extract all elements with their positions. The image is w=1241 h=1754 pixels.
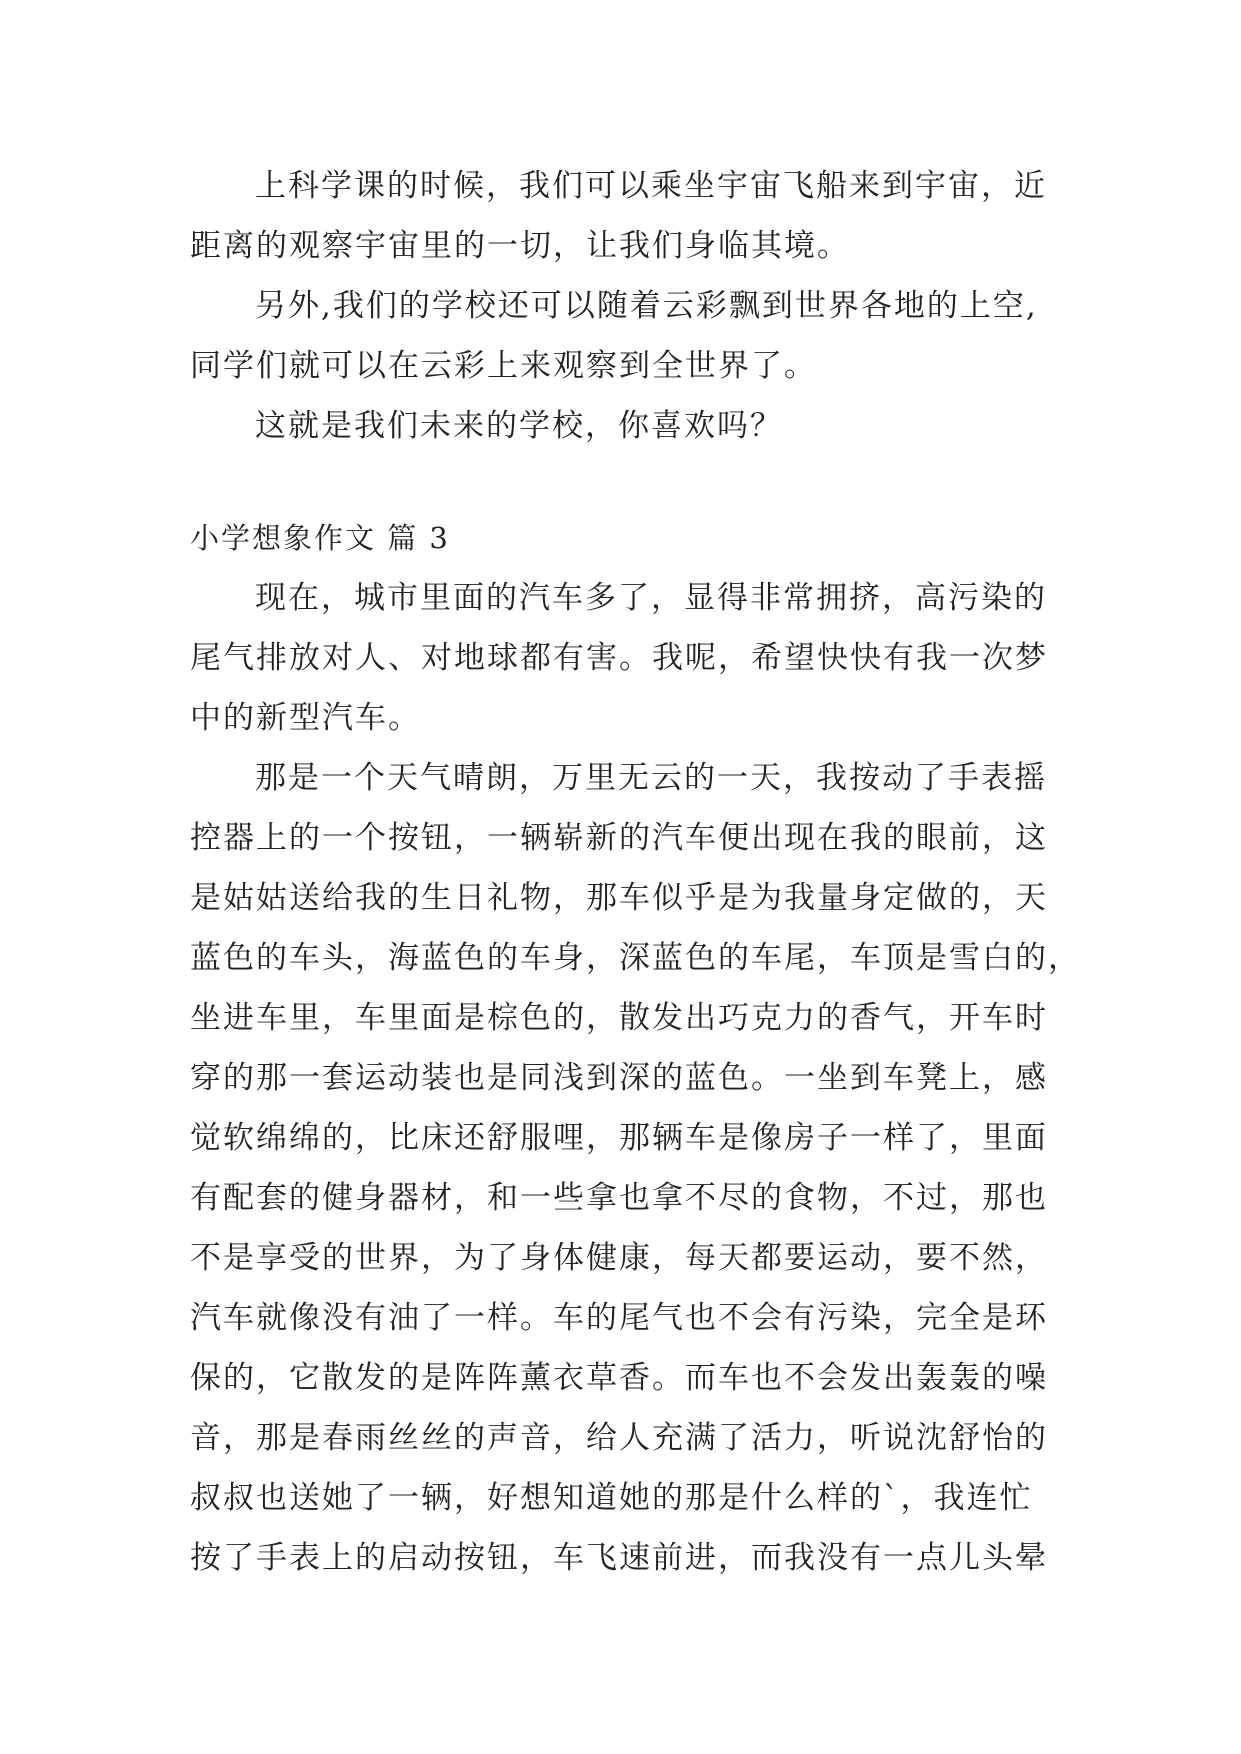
paragraph-line: 汽车就像没有油了一样。车的尾气也不会有污染，完全是环 bbox=[190, 1300, 1048, 1336]
paragraph-line: 中的新型汽车。 bbox=[190, 700, 421, 736]
paragraph-line: 按了手表上的启动按钮，车飞速前进，而我没有一点儿头晕 bbox=[190, 1540, 1048, 1576]
paragraph-line: 距离的观察宇宙里的一切，让我们身临其境。 bbox=[190, 228, 850, 264]
paragraph-line: 同学们就可以在云彩上来观察到全世界了。 bbox=[190, 348, 817, 384]
paragraph-line: 觉软绵绵的，比床还舒服哩，那辆车是像房子一样了，里面 bbox=[190, 1120, 1048, 1156]
paragraph-line: 尾气排放对人、对地球都有害。我呢，希望快快有我一次梦 bbox=[190, 640, 1048, 676]
paragraph-line: 坐进车里，车里面是棕色的，散发出巧克力的香气，开车时 bbox=[190, 1000, 1048, 1036]
paragraph-line: 这就是我们未来的学校，你喜欢吗？ bbox=[255, 408, 783, 444]
paragraph-line: 控器上的一个按钮，一辆崭新的汽车便出现在我的眼前，这 bbox=[190, 820, 1048, 856]
paragraph-line: 上科学课的时候，我们可以乘坐宇宙飞船来到宇宙，近 bbox=[255, 168, 1047, 204]
paragraph-line: 是姑姑送给我的生日礼物，那车似乎是为我量身定做的，天 bbox=[190, 880, 1048, 916]
paragraph-line: 有配套的健身器材，和一些拿也拿不尽的食物，不过，那也 bbox=[190, 1180, 1048, 1216]
paragraph-line: 不是享受的世界，为了身体健康，每天都要运动，要不然， bbox=[190, 1240, 1048, 1276]
paragraph-line: 那是一个天气晴朗，万里无云的一天，我按动了手表摇 bbox=[255, 760, 1047, 796]
paragraph-line: 音，那是春雨丝丝的声音，给人充满了活力，听说沈舒怡的 bbox=[190, 1420, 1048, 1456]
paragraph-line: 现在，城市里面的汽车多了，显得非常拥挤，高污染的 bbox=[255, 580, 1047, 616]
paragraph-line: 穿的那一套运动装也是同浅到深的蓝色。一坐到车凳上，感 bbox=[190, 1060, 1048, 1096]
section-heading: 小学想象作文 篇 3 bbox=[190, 521, 450, 555]
paragraph-line: 叔叔也送她了一辆，好想知道她的那是什么样的`，我连忙 bbox=[190, 1480, 1033, 1516]
paragraph-line: 蓝色的车头，海蓝色的车身，深蓝色的车尾，车顶是雪白的， bbox=[190, 940, 1081, 976]
paragraph-line: 保的，它散发的是阵阵薰衣草香。而车也不会发出轰轰的噪 bbox=[190, 1360, 1048, 1396]
paragraph-line: 另外,我们的学校还可以随着云彩飘到世界各地的上空, bbox=[255, 288, 1038, 324]
